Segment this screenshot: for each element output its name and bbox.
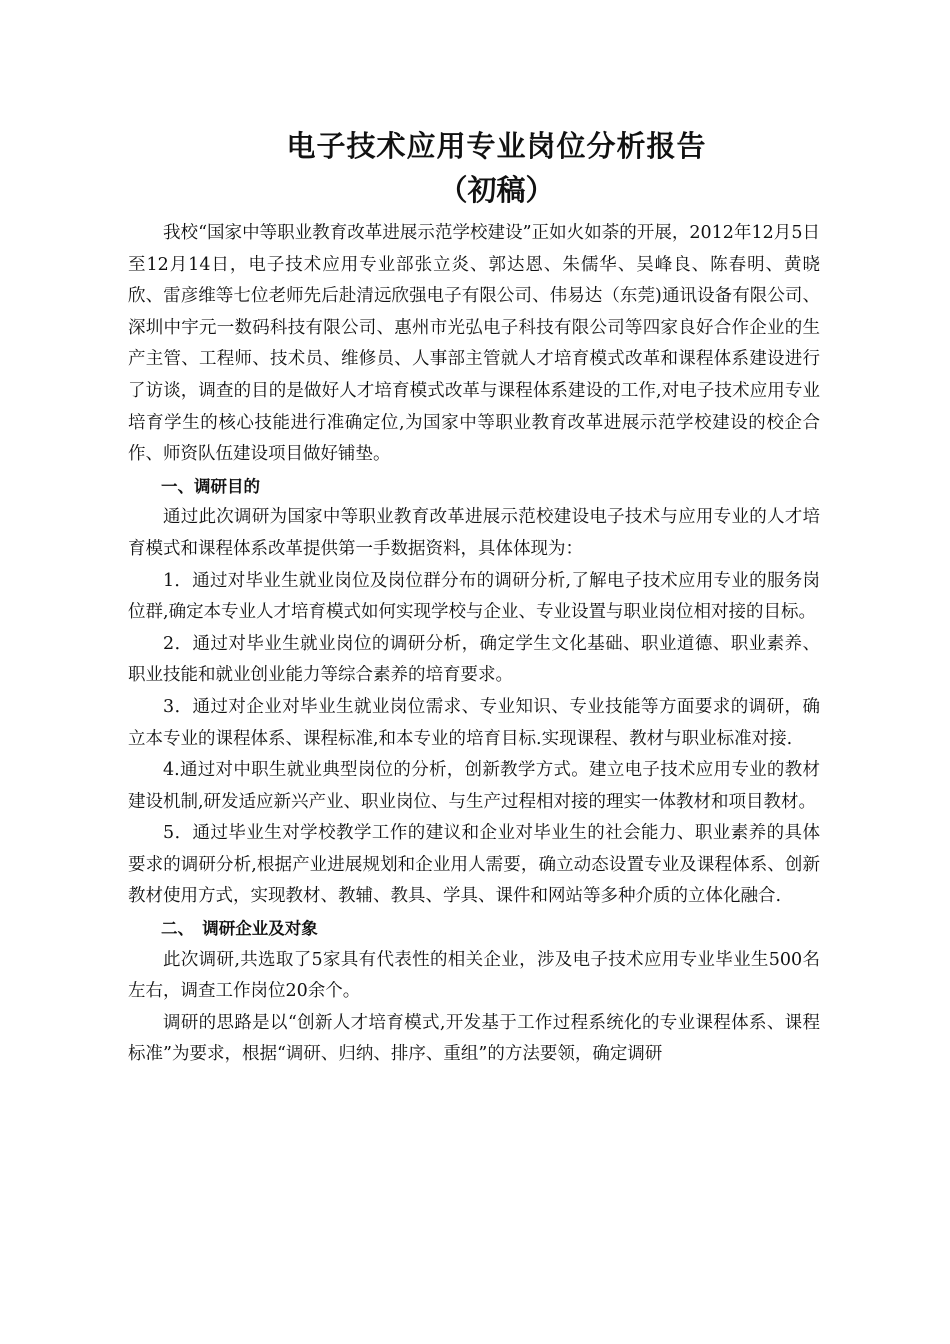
- document-title: 电子技术应用专业岗位分析报告: [286, 129, 707, 163]
- section-heading-companies: 二、 调研企业及对象: [161, 919, 318, 939]
- intro-paragraph: 我校“国家中等职业教育改革进展示范学校建设”正如火如荼的开展，2012年12月5日至12月14日，电子技术应用专业部张立炎、郭达恩、朱儒华、吴峰良、陈春明、黄晓欣、雷彦维等七位老师先后赴清远欣强电子有限公司、伟易达（东莞)通讯设备有限公司、深圳中宇元一数码科技有限公司、惠州市光弘电子科技有限公司等四家良好合作企业的生产主管、工程师、技术员、维修员、人事部主管就人才培育模式改革和课程体系建设进行了访谈，调查的目的是做好人才培育模式改革与课程体系建设的工作,对电子技术应用专业培育学生的核心技能进行准确定位,为国家中等职业教育改革进展示范学校建设的校企合作、师资队伍建设项目做好铺垫。: [128, 223, 820, 465]
- purpose-item-5: 5．通过毕业生对学校教学工作的建议和企业对毕业生的社会能力、职业素养的具体要求的调研分析,根据产业进展规划和企业用人需要，确立动态设置专业及课程体系、创新教材使用方式，实现教材、教辅、教具、学具、课件和网站等多种介质的立体化融合.: [128, 823, 820, 907]
- section-companies-paragraph-1: 此次调研,共选取了5家具有代表性的相关企业，涉及电子技术应用专业毕业生500名左右，调查工作岗位20余个。: [128, 949, 820, 1002]
- section-purpose-intro: 通过此次调研为国家中等职业教育改革进展示范校建设电子技术与应用专业的人才培育模式和课程体系改革提供第一手数据资料，具体体现为：: [128, 507, 820, 559]
- purpose-item-2: 2．通过对毕业生就业岗位的调研分析，确定学生文化基础、职业道德、职业素养、职业技能和就业创业能力等综合素养的培育要求。: [128, 633, 820, 686]
- purpose-item-4: 4.通过对中职生就业典型岗位的分析，创新教学方式。建立电子技术应用专业的教材建设机制,研发适应新兴产业、职业岗位、与生产过程相对接的理实一体教材和项目教材。: [128, 760, 820, 812]
- section-companies-paragraph-2: 调研的思路是以“创新人才培育模式,开发基于工作过程系统化的专业课程体系、课程标准”为要求，根据“调研、归纳、排序、重组”的方法要领，确定调研: [128, 1012, 820, 1065]
- section-heading-purpose: 一、调研目的: [161, 476, 260, 496]
- purpose-item-3: 3．通过对企业对毕业生就业岗位需求、专业知识、专业技能等方面要求的调研，确立本专业的课程体系、课程标准,和本专业的培育目标.实现课程、教材与职业标准对接.: [128, 696, 820, 749]
- document-subtitle: （初稿）: [438, 173, 555, 207]
- purpose-item-1: 1．通过对毕业生就业岗位及岗位群分布的调研分析,了解电子技术应用专业的服务岗位群,确定本专业人才培育模式如何实现学校与企业、专业设置与职业岗位相对接的目标。: [128, 570, 820, 623]
- document-page: [128, 122, 820, 1071]
